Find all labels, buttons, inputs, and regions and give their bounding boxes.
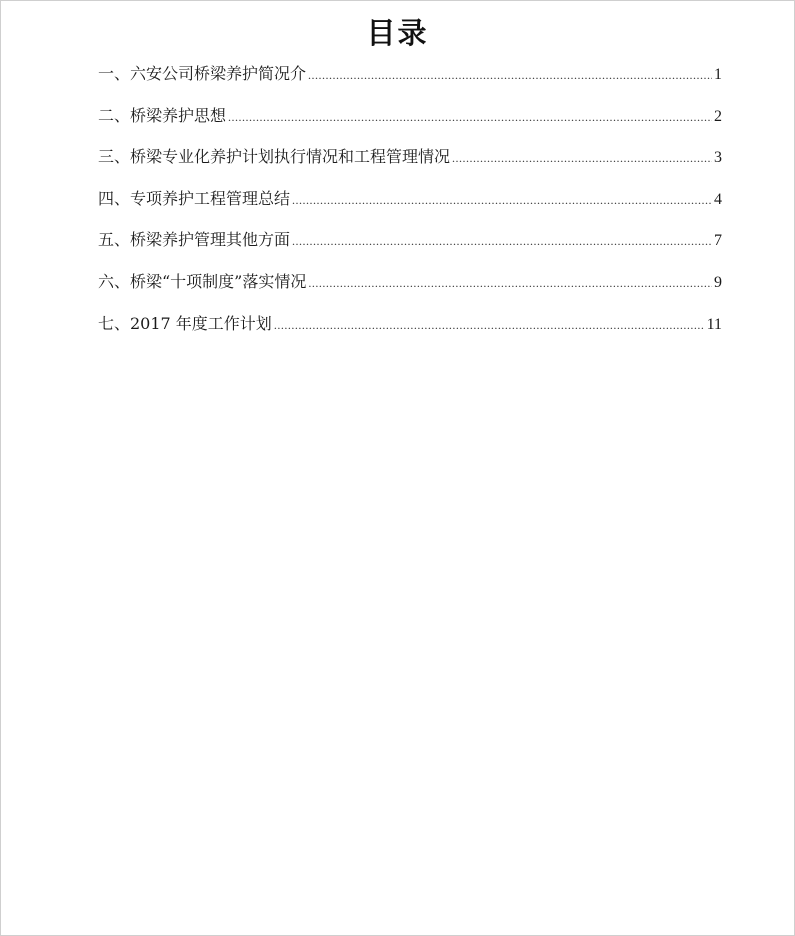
toc-entry-text: 四、专项养护工程管理总结: [98, 188, 291, 208]
toc-title: 目录: [366, 16, 429, 50]
toc-dot-leader: [452, 145, 712, 171]
toc-dot-leader: [292, 187, 712, 213]
toc-entry[interactable]: [98, 269, 722, 311]
toc-entry-text: 三、桥梁专业化养护计划执行情况和工程管理情况: [98, 147, 451, 167]
toc-entry[interactable]: [98, 227, 722, 269]
toc-dot-leader: [292, 228, 712, 254]
toc-page-number: 2: [714, 107, 722, 125]
toc-entry-text: 二、桥梁养护思想: [98, 105, 227, 125]
toc-page-number: 7: [714, 232, 722, 250]
toc-dot-leader: [274, 312, 705, 338]
toc-page-number: 3: [714, 149, 722, 167]
toc-entry[interactable]: [98, 186, 722, 228]
toc-dot-leader: [228, 104, 712, 130]
toc-entry-text: 五、桥梁养护管理其他方面: [98, 230, 291, 250]
toc-page-number: 1: [714, 66, 722, 83]
toc-entry-text: 六、桥梁“十项制度”落实情况: [98, 271, 307, 291]
toc-list: [98, 61, 722, 352]
toc-entry[interactable]: [98, 144, 722, 186]
toc-dot-leader: [308, 270, 712, 296]
toc-page-number: 4: [714, 190, 722, 208]
toc-page-number: 11: [706, 315, 722, 333]
toc-page-number: 9: [714, 273, 722, 291]
toc-entry[interactable]: [98, 103, 722, 145]
toc-entry-text: 七、2017 年度工作计划: [98, 313, 272, 333]
toc-entry[interactable]: [98, 311, 722, 353]
toc-dot-leader: [308, 62, 712, 88]
toc-entry[interactable]: [98, 61, 722, 103]
toc-entry-text: 一、六安公司桥梁养护简况介: [98, 64, 307, 83]
